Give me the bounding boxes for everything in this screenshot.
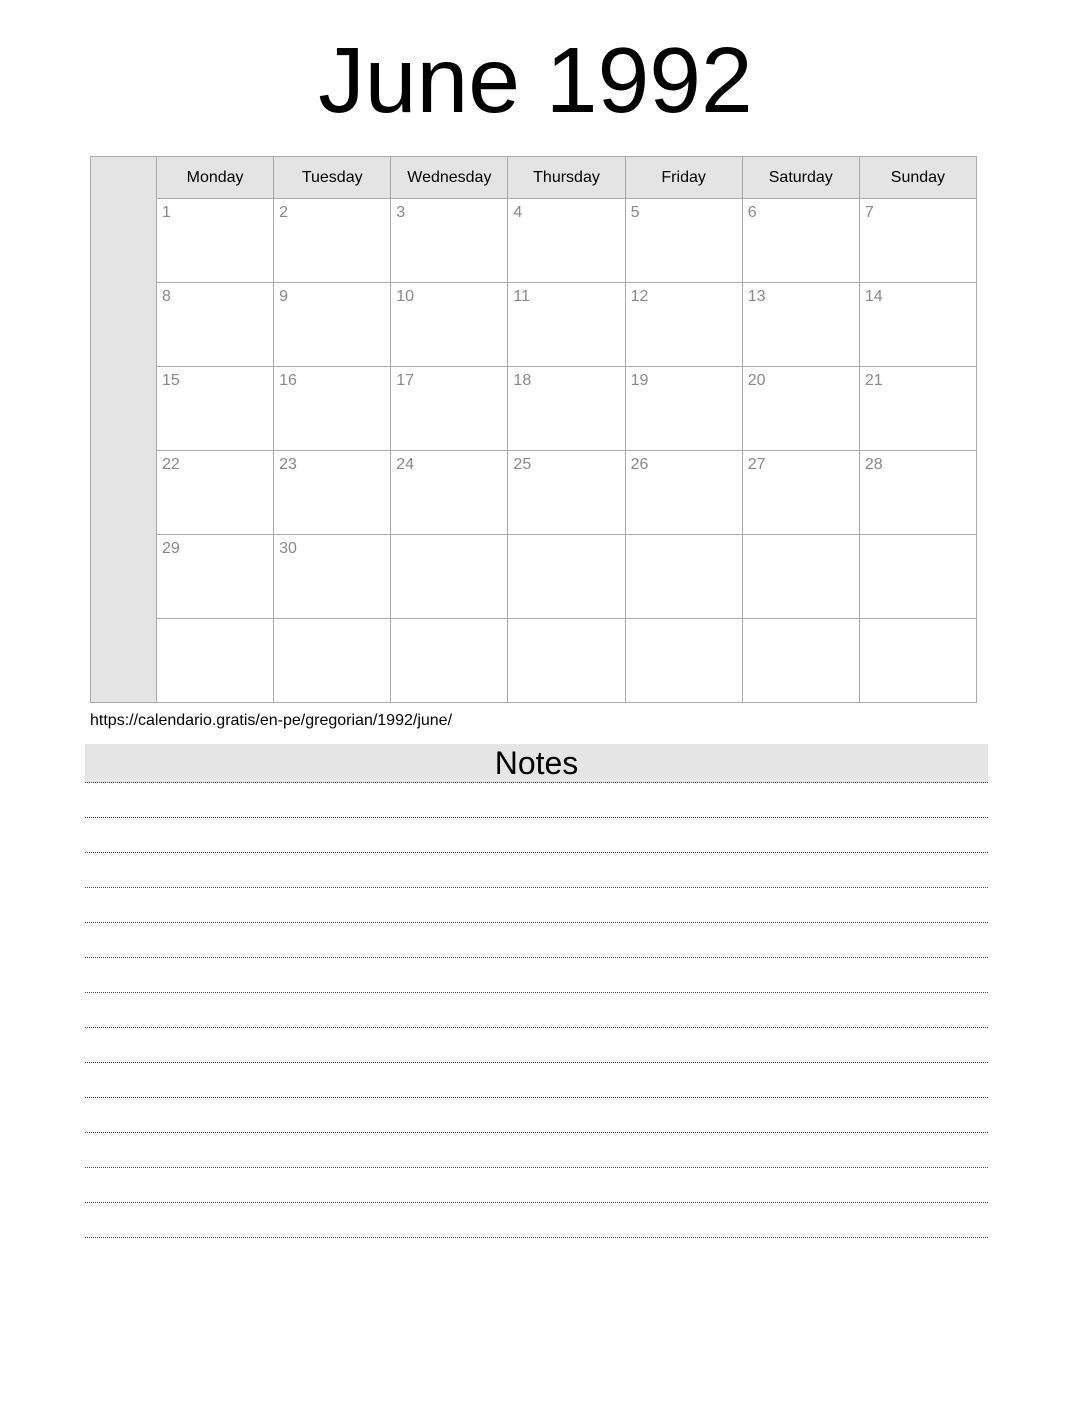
note-line	[85, 888, 988, 923]
day-cell: 30	[274, 535, 391, 619]
day-header-sunday: Sunday	[859, 157, 976, 199]
day-cell	[742, 619, 859, 703]
day-cell: 21	[859, 367, 976, 451]
day-cell: 3	[391, 199, 508, 283]
day-cell	[274, 619, 391, 703]
day-header-monday: Monday	[157, 157, 274, 199]
note-line	[85, 1203, 988, 1238]
day-cell: 10	[391, 283, 508, 367]
day-cell	[625, 619, 742, 703]
calendar-body	[91, 157, 977, 703]
day-cell	[859, 535, 976, 619]
day-cell: 6	[742, 199, 859, 283]
day-cell: 8	[157, 283, 274, 367]
day-cell	[859, 619, 976, 703]
day-cell	[391, 535, 508, 619]
day-cell	[157, 619, 274, 703]
day-header-wednesday: Wednesday	[391, 157, 508, 199]
note-line	[85, 1063, 988, 1098]
day-cell: 14	[859, 283, 976, 367]
note-line	[85, 818, 988, 853]
day-cell	[742, 535, 859, 619]
notes-lines	[85, 783, 988, 1238]
day-cell: 12	[625, 283, 742, 367]
day-header-thursday: Thursday	[508, 157, 625, 199]
notes-header	[85, 744, 988, 783]
calendar-header-row	[91, 157, 977, 199]
day-cell: 13	[742, 283, 859, 367]
source-url-link[interactable]: https://calendario.gratis/en-pe/gregorian/1992/june/	[90, 712, 453, 729]
day-cell: 23	[274, 451, 391, 535]
day-cell: 1	[157, 199, 274, 283]
day-cell: 16	[274, 367, 391, 451]
day-cell: 7	[859, 199, 976, 283]
day-cell: 26	[625, 451, 742, 535]
calendar-week-row	[91, 451, 977, 535]
calendar-week-row	[91, 619, 977, 703]
day-cell: 25	[508, 451, 625, 535]
note-line	[85, 783, 988, 818]
day-cell	[508, 535, 625, 619]
note-line	[85, 1168, 988, 1203]
calendar-week-row	[91, 199, 977, 283]
calendar-gutter	[91, 157, 157, 703]
day-cell: 28	[859, 451, 976, 535]
notes-title: Notes	[494, 745, 579, 781]
calendar-week-row	[91, 367, 977, 451]
day-cell: 4	[508, 199, 625, 283]
day-cell	[625, 535, 742, 619]
note-line	[85, 1133, 988, 1168]
day-cell: 11	[508, 283, 625, 367]
day-cell: 27	[742, 451, 859, 535]
page-title: June 1992	[318, 28, 753, 132]
day-cell	[391, 619, 508, 703]
day-header-saturday: Saturday	[742, 157, 859, 199]
note-line	[85, 958, 988, 993]
day-cell: 2	[274, 199, 391, 283]
day-cell	[508, 619, 625, 703]
calendar-week-row	[91, 283, 977, 367]
note-line	[85, 1098, 988, 1133]
day-cell: 18	[508, 367, 625, 451]
calendar-table	[90, 156, 977, 703]
note-line	[85, 1028, 988, 1063]
note-line	[85, 993, 988, 1028]
day-cell: 19	[625, 367, 742, 451]
day-cell: 20	[742, 367, 859, 451]
note-line	[85, 923, 988, 958]
day-cell: 24	[391, 451, 508, 535]
note-line	[85, 853, 988, 888]
day-cell: 15	[157, 367, 274, 451]
day-cell: 22	[157, 451, 274, 535]
day-header-tuesday: Tuesday	[274, 157, 391, 199]
day-cell: 29	[157, 535, 274, 619]
day-cell: 17	[391, 367, 508, 451]
day-cell: 9	[274, 283, 391, 367]
calendar-week-row	[91, 535, 977, 619]
day-cell: 5	[625, 199, 742, 283]
day-header-friday: Friday	[625, 157, 742, 199]
notes-section	[85, 744, 988, 1238]
